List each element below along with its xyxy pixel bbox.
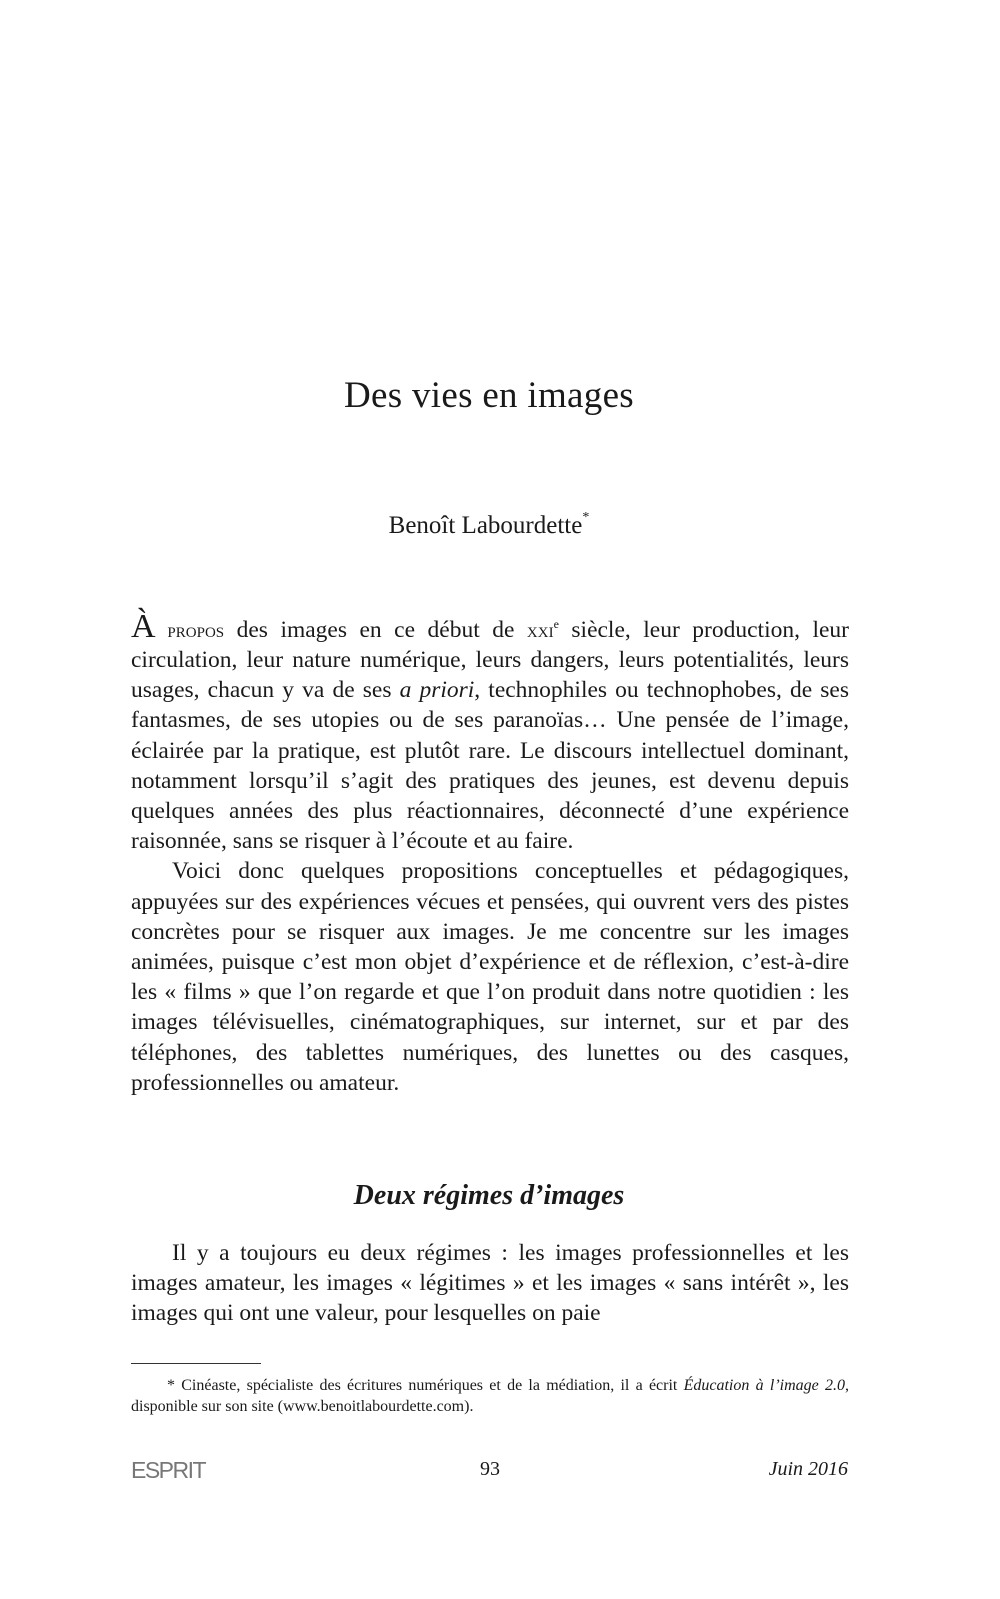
- article-author: [0, 512, 978, 540]
- section-heading: Deux régimes d’images: [353, 1180, 625, 1211]
- paragraph-3: Il y a toujours eu deux régimes : les images professionnelles et les images amateur, les images « légitimes » et les images « sans intérêt », les images qui ont une valeur, pour lesquelles on paie: [131, 1240, 849, 1327]
- article-body-intro: [131, 609, 849, 1098]
- footnote-book-title: Éducation à l’image 2.0: [683, 1377, 845, 1394]
- century-superscript: e: [553, 617, 559, 631]
- author-footnote-mark: *: [582, 510, 590, 525]
- lead-in-smallcaps: propos: [155, 617, 225, 642]
- article-body-section: [131, 1238, 849, 1329]
- journal-logo: ESPRIT: [131, 1457, 206, 1483]
- footnote: [131, 1375, 849, 1417]
- issue-date: Juin 2016: [768, 1458, 848, 1480]
- century-numeral: xxi: [526, 617, 554, 642]
- footnote-text-a: Cinéaste, spécialiste des écritures numériques et de la médiation, il a écrit: [181, 1377, 684, 1394]
- footnote-mark: *: [167, 1377, 175, 1394]
- paragraph-1-text-c: , technophiles ou technophobes, de ses fantasmes, de ses utopies ou de ses paranoïas… Une pensée de l’image, éclairée par la pratique, est plutôt rare. Le discours intellectuel dominant, notamment lorsqu’il s’agit des pratiques des jeunes, est devenu depuis quelques années des plus réactionnaires, déconnecté d’une expérience raisonnée, sans se risquer à l’écoute et au faire.: [131, 677, 849, 855]
- paragraph-1-text-a: des images en ce début de: [224, 616, 527, 643]
- author-name: Benoît Labourdette: [388, 512, 583, 539]
- footnote-divider: [131, 1363, 261, 1364]
- article-title: Des vies en images: [343, 375, 635, 416]
- footnote-text-b: , disponible sur son site (www.benoitlabourdette.com).: [131, 1377, 849, 1415]
- paragraph-2: Voici donc quelques propositions conceptuelles et pédagogiques, appuyées sur des expériences vécues et pensées, qui ouvrent vers des pistes concrètes pour se risquer aux images. Je me concentre sur les images animées, puisque c’est mon objet d’expérience et de réflexion, c’est-à-dire les « films » que l’on regarde et que l’on produit dans notre quotidien : les images télévisuelles, cinématographiques, sur internet, sur et par des téléphones, des tablettes numériques, des lunettes ou des casques, professionnelles ou amateur.: [131, 858, 849, 1096]
- paragraph-1: [131, 609, 849, 856]
- drop-cap: À: [131, 607, 156, 645]
- paragraph-1-text-b: siècle, leur production, leur circulation, leur nature numérique, leurs dangers, leurs potentialités, leurs usages, chacun y va de ses: [131, 616, 849, 704]
- italic-a-priori: a priori: [399, 677, 475, 704]
- page-number: 93: [480, 1458, 500, 1480]
